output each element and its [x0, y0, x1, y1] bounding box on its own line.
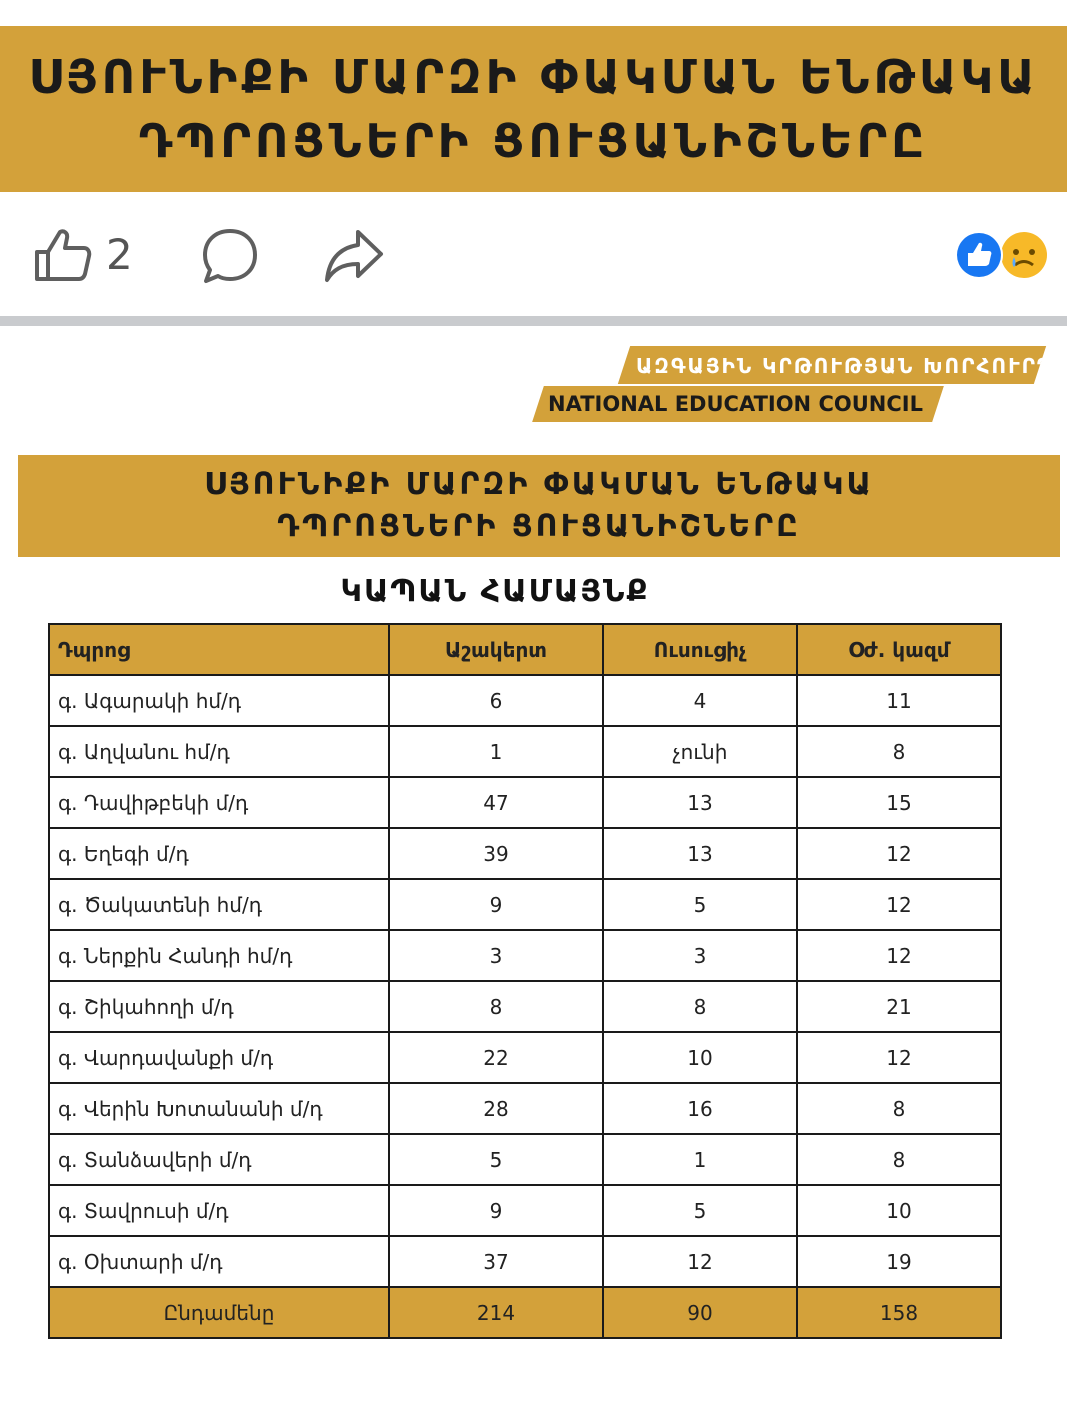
- staff-count: 19: [797, 1236, 1001, 1287]
- table-row: [49, 1236, 1001, 1287]
- table-total-row: [49, 1287, 1001, 1338]
- table-row: [49, 1083, 1001, 1134]
- council-logo: [528, 344, 1054, 424]
- table-row: [49, 1032, 1001, 1083]
- staff-count: 10: [797, 1185, 1001, 1236]
- school-name: գ. Ագարակի հմ/դ: [49, 675, 389, 726]
- staff-count: 8: [797, 1083, 1001, 1134]
- sad-reaction-icon: [1001, 232, 1047, 278]
- table-title-line-1: ՍՅՈՒՆԻՔԻ ՄԱՐԶԻ ՓԱԿՄԱՆ ԵՆԹԱԿԱ: [204, 467, 874, 502]
- students-count: 37: [389, 1236, 603, 1287]
- school-name: գ. Վերին Խոտանանի մ/դ: [49, 1083, 389, 1134]
- banner-line-2: ԴՊՐՈՑՆԵՐԻ ՑՈՒՑԱՆԻՇՆԵՐԸ: [138, 114, 929, 168]
- teachers-count: 10: [603, 1032, 797, 1083]
- post-banner: [0, 26, 1067, 192]
- students-count: 39: [389, 828, 603, 879]
- table-row: [49, 1134, 1001, 1185]
- council-armenian-name: ԱԶԳԱՅԻՆ ԿՐԹՈՒԹՅԱՆ ԽՈՐՀՈՒՐԴ: [636, 354, 1054, 378]
- post-divider: [0, 316, 1067, 326]
- teachers-count: 13: [603, 828, 797, 879]
- header-school: Դպրոց: [49, 624, 389, 675]
- like-count: 2: [106, 230, 133, 279]
- school-name: գ. Ներքին Հանդի հմ/դ: [49, 930, 389, 981]
- table-title-line-2: ԴՊՐՈՑՆԵՐԻ ՑՈՒՑԱՆԻՇՆԵՐԸ: [277, 509, 801, 544]
- total-students: 214: [389, 1287, 603, 1338]
- staff-count: 12: [797, 930, 1001, 981]
- teachers-count: 16: [603, 1083, 797, 1134]
- teachers-count: 12: [603, 1236, 797, 1287]
- header-students: Աշակերտ: [389, 624, 603, 675]
- teachers-count: 1: [603, 1134, 797, 1185]
- staff-count: 8: [797, 726, 1001, 777]
- teachers-count: 13: [603, 777, 797, 828]
- teachers-count: 5: [603, 1185, 797, 1236]
- community-subtitle: ԿԱՊԱՆ ՀԱՄԱՅՆՔ: [340, 574, 650, 609]
- teachers-count: 8: [603, 981, 797, 1032]
- students-count: 28: [389, 1083, 603, 1134]
- staff-count: 15: [797, 777, 1001, 828]
- students-count: 6: [389, 675, 603, 726]
- total-teachers: 90: [603, 1287, 797, 1338]
- school-name: գ. Օխտարի մ/դ: [49, 1236, 389, 1287]
- like-reaction-icon: [955, 231, 1003, 279]
- total-staff: 158: [797, 1287, 1001, 1338]
- table-row: [49, 675, 1001, 726]
- post-action-bar: [0, 200, 1067, 310]
- school-name: գ. Տավրուսի մ/դ: [49, 1185, 389, 1236]
- total-label: Ընդամենը: [49, 1287, 389, 1338]
- school-name: գ. Դավիթբեկի մ/դ: [49, 777, 389, 828]
- table-row: [49, 879, 1001, 930]
- staff-count: 8: [797, 1134, 1001, 1185]
- school-name: գ. Վարդավանքի մ/դ: [49, 1032, 389, 1083]
- thumbs-up-icon[interactable]: [34, 228, 92, 282]
- students-count: 1: [389, 726, 603, 777]
- teachers-count: 4: [603, 675, 797, 726]
- students-count: 3: [389, 930, 603, 981]
- students-count: 8: [389, 981, 603, 1032]
- table-header-row: [49, 624, 1001, 675]
- header-teachers: Ուսուցիչ: [603, 624, 797, 675]
- table-title-band: [18, 455, 1060, 557]
- council-english-name: NATIONAL EDUCATION COUNCIL: [548, 392, 923, 416]
- teachers-count: 5: [603, 879, 797, 930]
- students-count: 22: [389, 1032, 603, 1083]
- table-row: [49, 777, 1001, 828]
- staff-count: 12: [797, 1032, 1001, 1083]
- school-name: գ. Տանձավերի մ/դ: [49, 1134, 389, 1185]
- school-name: գ. Շիկահողի մ/դ: [49, 981, 389, 1032]
- schools-table: [48, 623, 1002, 1339]
- table-row: [49, 828, 1001, 879]
- comment-icon[interactable]: [200, 226, 260, 286]
- students-count: 9: [389, 879, 603, 930]
- header-staff: Օժ. կազմ: [797, 624, 1001, 675]
- students-count: 9: [389, 1185, 603, 1236]
- share-icon[interactable]: [324, 228, 384, 284]
- school-name: գ. Աղվանու հմ/դ: [49, 726, 389, 777]
- reactions[interactable]: [954, 230, 1050, 280]
- staff-count: 11: [797, 675, 1001, 726]
- teachers-count: չունի: [603, 726, 797, 777]
- table-row: [49, 1185, 1001, 1236]
- teachers-count: 3: [603, 930, 797, 981]
- table-row: [49, 930, 1001, 981]
- staff-count: 12: [797, 828, 1001, 879]
- staff-count: 21: [797, 981, 1001, 1032]
- banner-line-1: ՍՅՈՒՆԻՔԻ ՄԱՐԶԻ ՓԱԿՄԱՆ ԵՆԹԱԿԱ: [28, 50, 1039, 104]
- table-row: [49, 726, 1001, 777]
- school-name: գ. Եղեգի մ/դ: [49, 828, 389, 879]
- students-count: 5: [389, 1134, 603, 1185]
- students-count: 47: [389, 777, 603, 828]
- table-row: [49, 981, 1001, 1032]
- staff-count: 12: [797, 879, 1001, 930]
- school-name: գ. Ծակատենի հմ/դ: [49, 879, 389, 930]
